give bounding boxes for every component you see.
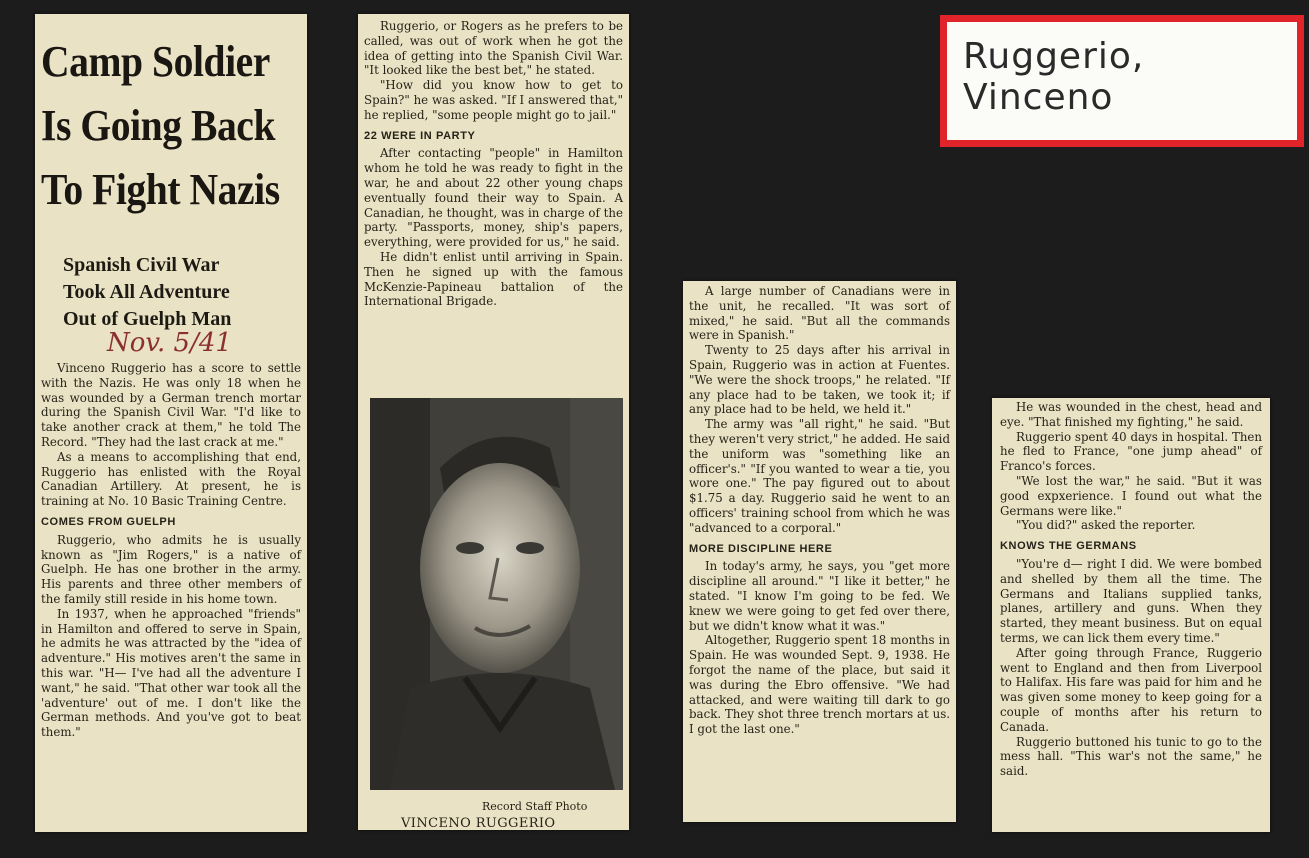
- deck-line-1: Spanish Civil War: [63, 254, 220, 276]
- article-body-4: [1000, 400, 1262, 779]
- article-body-1: [41, 361, 301, 740]
- paragraph: "You're d— right I did. We were bombed and shelled by them all the time. The Germans and Italians supplied tanks, planes, artillery and guns. When they started, they meant business. But on equal terms, we can lick them every time.": [1000, 556, 1262, 645]
- paragraph: Ruggerio spent 40 days in hospital. Then he fled to France, "one jump ahead" of Franco's forces.: [1000, 429, 1262, 474]
- paragraph: Altogether, Ruggerio spent 18 months in Spain. He was wounded Sept. 9, 1938. He forgot the name of the place, but said it was during the Ebro offensive. "We had attacked, and were waiting till dark to go back. They shot three trench mortars at us. I got the last one.": [689, 633, 950, 737]
- section-subhead: COMES FROM GUELPH: [41, 515, 176, 528]
- clipping-headline-column: [35, 14, 307, 832]
- paragraph: A large number of Canadians were in the unit, he recalled. "It was sort of mixed," he said. "But all the commands were in Spanish.": [689, 284, 950, 343]
- name-label-card: [940, 15, 1304, 147]
- section-subhead: MORE DISCIPLINE HERE: [689, 542, 833, 555]
- paragraph: The army was "all right," he said. "But they weren't very strict," he added. He said the uniform was "something like an officer's." "If you wanted to wear a tie, you wore one." The pay figured out to about $1.75 a day. Ruggerio said he went to an officers' training school from which he was "advanced to a corporal.": [689, 417, 950, 535]
- headline-line-2: Is Going Back: [41, 101, 276, 150]
- name-label-inner: [947, 22, 1297, 140]
- subheadline: [63, 252, 301, 333]
- paragraph: In 1937, when he approached "friends" in Hamilton and offered to serve in Spain, he admits he was attracted by the "idea of adventure." His motives aren't the same in this war. "H— I've had all the adventure I want," he said. "That other war took all the 'adventure' out of me. I don't like the German methods. And you've got to beat them.": [41, 606, 301, 740]
- section-subhead: 22 WERE IN PARTY: [364, 129, 476, 142]
- section-subhead: KNOWS THE GERMANS: [1000, 540, 1137, 553]
- paragraph: In today's army, he says, you "get more discipline all around." "I like it better," he stated. "I know I'm going to be fed. We knew we were going to get fed over there, but we didn't know what it was.": [689, 559, 950, 633]
- paragraph: As a means to accomplishing that end, Ruggerio has enlisted with the Royal Canadian Artillery. At present, he is training at No. 10 Basic Training Centre.: [41, 449, 301, 509]
- paragraph: "We lost the war," he said. "But it was good expxerience. I found out what the Germans were like.": [1000, 473, 1262, 518]
- paragraph: He was wounded in the chest, head and eye. "That finished my fighting," he said.: [1000, 400, 1262, 429]
- paragraph: "You did?" asked the reporter.: [1016, 518, 1196, 533]
- handwritten-date: Nov. 5/41: [107, 328, 232, 358]
- deck-line-2: Took All Adventure: [63, 281, 230, 303]
- paragraph: Vinceno Ruggerio has a score to settle with the Nazis. He was only 18 when he was wounded by a German trench mortar during the Spanish Civil War. "I'd like to take another crack at them," he told The Record. "They had the last crack at me.": [41, 361, 301, 449]
- paragraph: After going through France, Ruggerio went to England and then from Liverpool to Halifax. His fare was paid for him and he was given some money to keep going for a couple of months after his return to Canada.: [1000, 645, 1262, 734]
- clipping-column-3: [683, 281, 956, 822]
- clipping-column-4: [992, 398, 1270, 832]
- headline-line-1: Camp Soldier: [41, 37, 270, 86]
- paragraph: Ruggerio buttoned his tunic to go to the mess hall. "This war's not the same," he said.: [1000, 734, 1262, 779]
- paragraph: He didn't enlist until arriving in Spain. Then he signed up with the famous McKenzie-Papineau battalion of the International Brigade.: [364, 249, 623, 309]
- paragraph: After contacting "people" in Hamilton whom he told he was ready to fight in the war, he and about 22 other young chaps eventually found their way to Spain. A Canadian, he thought, was in charge of the party. "Passports, money, ship's papers, everything, were provided for us," he said.: [364, 146, 623, 250]
- headline-line-3: To Fight Nazis: [41, 165, 280, 214]
- article-body-3: [689, 284, 950, 737]
- photo-credit: Record Staff Photo: [482, 800, 588, 813]
- deck-line-3: Out of Guelph Man: [63, 308, 232, 330]
- paragraph: Twenty to 25 days after his arrival in Spain, Ruggerio was in action at Fuentes. "We were the shock troops," he related. "If any place had to be taken, we took it; if any place had to be held, we held it.": [689, 343, 950, 417]
- paragraph: "How did you know how to get to Spain?" he was asked. "If I answered that," he replied, "some people might go to jail.": [364, 78, 623, 122]
- article-body-2: [364, 19, 623, 309]
- photo-caption: VINCENO RUGGERIO: [401, 816, 556, 830]
- portrait-image: [370, 398, 623, 790]
- clipping-photo-column: [358, 14, 629, 830]
- paragraph: Ruggerio, or Rogers as he prefers to be called, was out of work when he got the idea of getting into the Spanish Civil War. "It looked like the best bet," he stated.: [364, 19, 623, 78]
- soldier-portrait-photo: [370, 398, 623, 790]
- paragraph: Ruggerio, who admits he is usually known as "Jim Rogers," is a native of Guelph. He has one brother in the army. His parents and three other members of the family still reside in his home town.: [41, 532, 301, 606]
- handwritten-name: Ruggerio, Vinceno: [963, 36, 1145, 118]
